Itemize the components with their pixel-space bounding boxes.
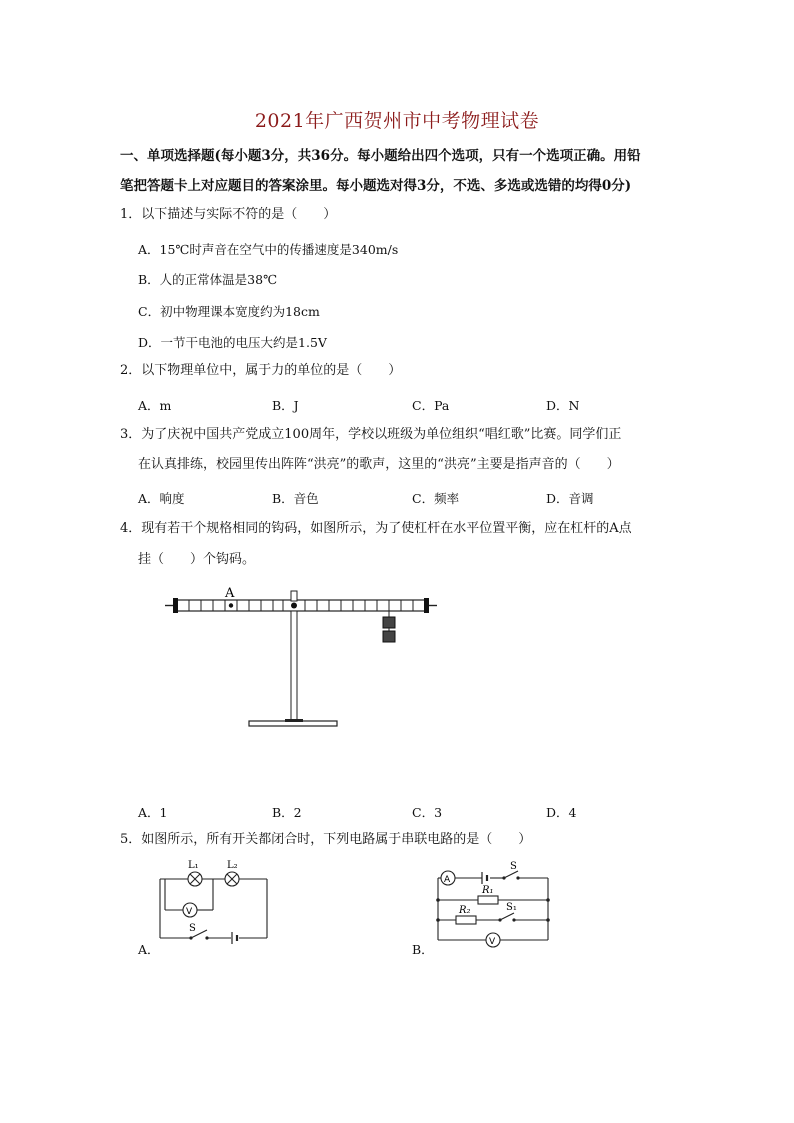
- circuit-a-voltmeter-label: V: [186, 907, 193, 917]
- question-4-stem-line-2: 挂（ ）个钩码。: [138, 552, 256, 567]
- question-2-option-b: B．J: [272, 398, 299, 413]
- circuit-a-l1-label: L₁: [188, 860, 199, 871]
- lever-point-a-label: A: [225, 586, 235, 601]
- circuit-b-r2-label: R₂: [459, 905, 471, 916]
- question-3-option-c: C．频率: [412, 491, 460, 506]
- circuit-a-switch-label: S: [189, 923, 196, 934]
- question-2-option-d: D．N: [546, 398, 580, 413]
- circuit-b-voltmeter-label: V: [489, 937, 496, 947]
- circuit-b-switch1-label: S₁: [506, 902, 517, 913]
- question-2-stem: 2．以下物理单位中，属于力的单位的是（ ）: [120, 363, 402, 378]
- question-2-option-a: A．m: [138, 398, 172, 413]
- question-1-option-b: B．人的正常体温是38℃: [138, 272, 278, 287]
- question-2-option-c: C．Pa: [412, 398, 450, 413]
- question-4-option-c: C．3: [412, 805, 443, 820]
- question-1-stem: 1．以下描述与实际不符的是（ ）: [120, 207, 337, 222]
- circuit-b-switch-label: S: [510, 861, 517, 872]
- circuit-b-diagram: [430, 860, 555, 950]
- section-line-1: 一、单项选择题(每小题3分，共36分。每小题给出四个选项，只有一个选项正确。用铅: [120, 148, 641, 164]
- section-instructions: [120, 141, 700, 201]
- question-3-option-b: B．音色: [272, 491, 319, 506]
- page-title: 2021年广西贺州市中考物理试卷: [254, 110, 540, 132]
- question-3-option-a: A．响度: [138, 491, 185, 506]
- question-3-stem-line-2: 在认真排练，校园里传出阵阵“洪亮”的歌声，这里的“洪亮”主要是指声音的（ ）: [138, 457, 620, 472]
- lever-figure: [165, 585, 445, 735]
- question-4-option-a: A．1: [138, 805, 168, 820]
- circuit-a-diagram: [155, 858, 275, 948]
- question-1-option-a: A．15℃时声音在空气中的传播速度是340m/s: [138, 242, 399, 257]
- question-5-stem: 5．如图所示，所有开关都闭合时，下列电路属于串联电路的是（ ）: [120, 832, 532, 847]
- question-4-stem-line-1: 4．现有若干个规格相同的钩码，如图所示，为了使杠杆在水平位置平衡，应在杠杆的A点: [120, 521, 632, 536]
- circuit-a-l2-label: L₂: [227, 860, 238, 871]
- question-1-option-d: D．一节干电池的电压大约是1.5V: [138, 335, 327, 350]
- question-5-option-a: A．: [138, 942, 160, 957]
- circuit-b-ammeter-label: A: [444, 875, 451, 885]
- question-3-stem-line-1: 3．为了庆祝中国共产党成立100周年，学校以班级为单位组织“唱红歌”比赛。同学们正: [120, 427, 622, 442]
- question-1-option-c: C．初中物理课本宽度约为18cm: [138, 304, 320, 319]
- question-3-option-d: D．音调: [546, 491, 594, 506]
- circuit-b-r1-label: R₁: [482, 885, 494, 896]
- question-4-option-d: D．4: [546, 805, 577, 820]
- section-line-2: 笔把答题卡上对应题目的答案涂里。每小题选对得3分，不选、多选或选错的均得0分): [120, 178, 632, 194]
- question-5-option-b: B．: [412, 942, 434, 957]
- question-4-option-b: B．2: [272, 805, 302, 820]
